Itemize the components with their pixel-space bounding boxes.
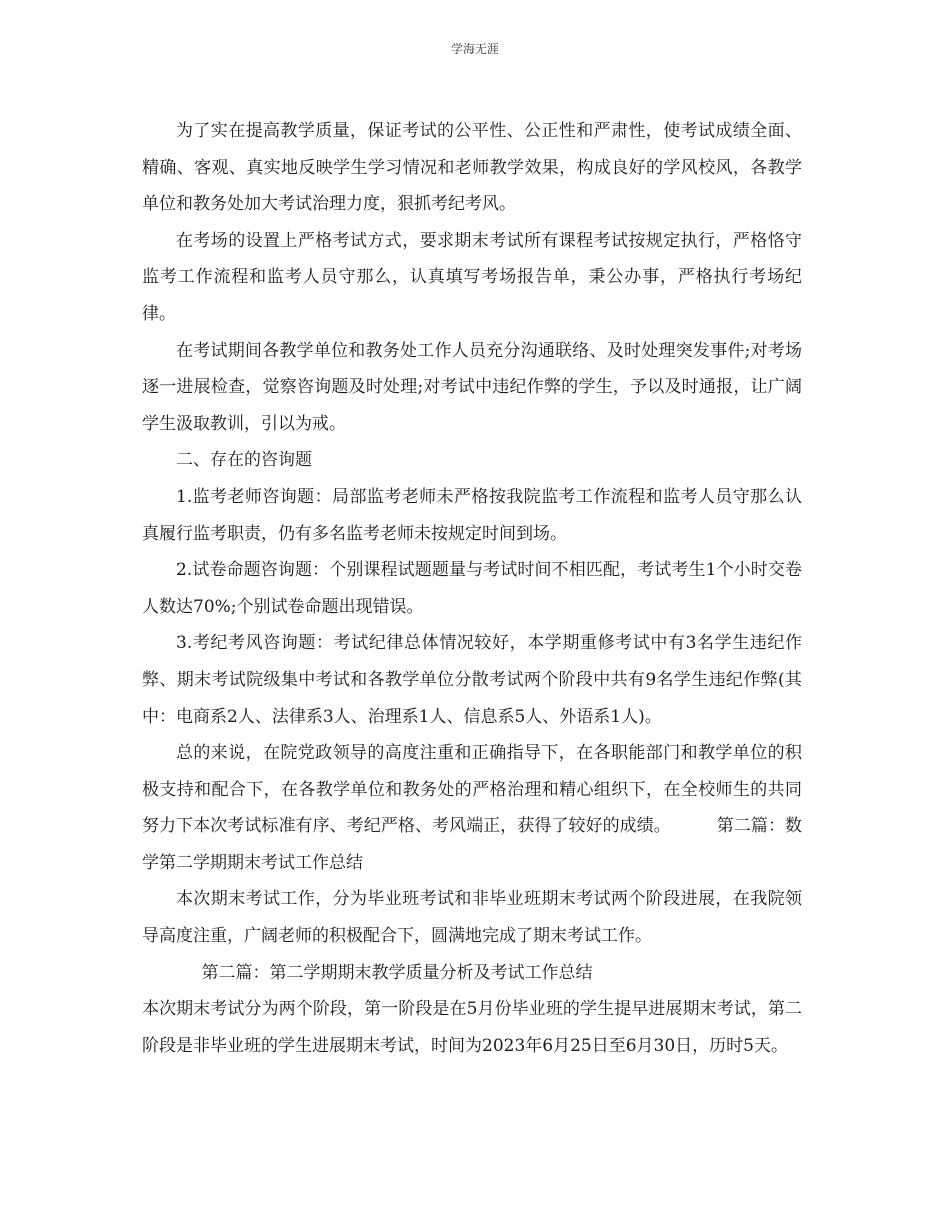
paragraph-summary <box>142 735 802 881</box>
section-heading-problems: 二、存在的咨询题 <box>176 450 312 471</box>
paragraph-intro: 为了实在提高教学质量，保证考试的公平性、公正性和严肃性，使考试成绩全面、精确、客观、真实地反映学生学习情况和老师教学效果，构成良好的学风校风，各教学单位和教务处加大考试治理力度，狠抓考纪考风。 <box>142 121 802 215</box>
paragraph-final-exam: 本次期末考试分为两个阶段，第一阶段是在5月份毕业班的学生提早进展期末考试，第二阶段是非毕业班的学生进展期末考试，时间为2023年6月25日至6月30日，历时5天。 <box>142 999 802 1056</box>
paragraph-problem-3: 3.考纪考风咨询题：考试纪律总体情况较好，本学期重修考试中有3名学生违纪作弊、期末考试院级集中考试和各教学单位分散考试两个阶段中共有9名学生违纪作弊(其中：电商系2人、法律系3人、治理系1人、信息系5人、外语系1人)。 <box>142 633 802 727</box>
inline-section-heading: 第二篇：数学第二学期期末考试工作总结 <box>142 816 803 873</box>
paragraph-exam-period: 在考试期间各教学单位和教务处工作人员充分沟通联络、及时处理突发事件;对考场逐一进展检查，觉察咨询题及时处理;对考试中违纪作弊的学生，予以及时通报，让广阔学生汲取教训，引以为戒。 <box>142 340 802 434</box>
page-header: 学海无涯 <box>450 42 499 56</box>
paragraph-exam-room: 在考场的设置上严格考试方式，要求期末考试所有课程考试按规定执行，严格恪守监考工作流程和监考人员守那么，认真填写考场报告单，秉公办事，严格执行考场纪律。 <box>142 230 802 324</box>
summary-text: 总的来说，在院党政领导的高度注重和正确指导下，在各职能部门和教学单位的积极支持和配合下，在各教学单位和教务处的严格治理和精心组织下，在全校师生的共同努力下本次考试标准有序、考纪严格、考风端正，获得了较好的成绩。 <box>142 743 802 837</box>
document-body <box>142 113 802 1064</box>
section-heading-quality: 第二篇：第二学期期末教学质量分析及考试工作总结 <box>201 962 593 983</box>
paragraph-math-summary: 本次期末考试工作，分为毕业班考试和非毕业班期末考试两个阶段进展，在我院领导高度注重，广阔老师的积极配合下，圆满地完成了期末考试工作。 <box>142 889 802 947</box>
paragraph-problem-2: 2.试卷命题咨询题：个别课程试题题量与考试时间不相匹配，考试考生1个小时交卷人数达70%;个别试卷命题出现错误。 <box>142 560 802 617</box>
paragraph-problem-1: 1.监考老师咨询题：局部监考老师未严格按我院监考工作流程和监考人员守那么认真履行监考职责，仍有多名监考老师未按规定时间到场。 <box>142 486 802 544</box>
